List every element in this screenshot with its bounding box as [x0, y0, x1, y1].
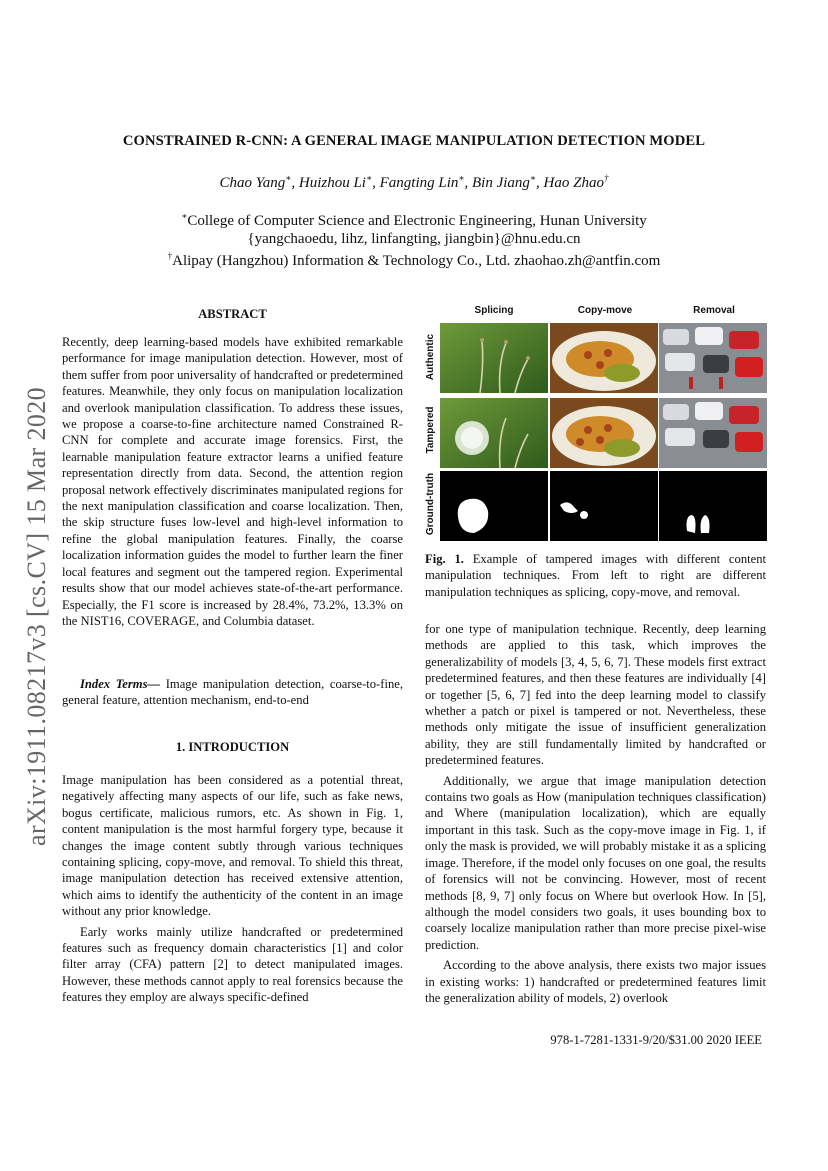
- index-terms-label: Index Terms—: [80, 677, 161, 691]
- copyright-notice: 978-1-7281-1331-9/20/$31.00 2020 IEEE: [550, 1033, 762, 1047]
- author-list: Chao Yang∗, Huizhou Li∗, Fangting Lin∗, Bin Jiang∗, Hao Zhao†: [219, 173, 609, 191]
- figure-caption: [425, 551, 766, 600]
- right-column-body: [425, 621, 766, 1006]
- paper-title: CONSTRAINED R-CNN: A GENERAL IMAGE MANIPULATION DETECTION MODEL: [122, 133, 706, 149]
- ground-truth-splicing-mask: [440, 471, 548, 541]
- tampered-splicing-image: [440, 398, 548, 468]
- paragraph: Early works mainly utilize handcrafted or predetermined features such as frequency domain characteristics [1] and color filter array (CFA) pattern [2] to detect manipulated images. However, these methods cannot apply to real forensics because the features they employ are always specific-defined: [62, 924, 403, 1005]
- author-name: Hao Zhao: [543, 175, 604, 191]
- author-name: Bin Jiang: [472, 175, 530, 191]
- affiliation-mark: ∗: [181, 211, 188, 221]
- paragraph: According to the above analysis, there exists two major issues in existing works: 1) handcrafted or predetermined features limit the generalization ability of models, 2) overlook: [425, 958, 766, 1005]
- author-mark: †: [603, 173, 609, 183]
- author-mark: ∗: [365, 173, 373, 183]
- author-mark: ∗: [285, 173, 292, 183]
- figure-column-label: Removal: [693, 305, 735, 316]
- author-name: Huizhou Li: [298, 175, 366, 191]
- authentic-removal-image: [659, 323, 767, 393]
- abstract-heading: ABSTRACT: [198, 307, 267, 321]
- paragraph: Image manipulation has been considered as a potential threat, negatively affecting many aspects of our life, such as fake news, bogus certificate, malicious rumors, etc. As shown in Fig. 1, content manipulation is the most harmful forgery type, because it changes the image content subtly through various techniques containing splicing, copy-move, and removal. To shield this threat, image manipulation detection has received extensive attention, which aims to identify the authenticity of the content in an image without any prior knowledge.: [62, 773, 403, 919]
- index-terms-text: Image manipulation detection, coarse-to-fine, general feature, attention mechanism, end-to-end: [62, 677, 403, 708]
- figure-column-label: Copy-move: [577, 305, 633, 316]
- affiliation-hnu: [0, 211, 828, 230]
- figure-row-label: Authentic: [425, 333, 436, 381]
- tampered-copy-move-image: [550, 398, 658, 468]
- figure-column-label: Splicing: [474, 305, 514, 316]
- figure-1: [425, 305, 770, 545]
- figure-row-label: Ground-truth: [425, 472, 436, 536]
- abstract-text: Recently, deep learning-based models have exhibited remarkable performance for image manipulation detection. However, most of them suffer from poor universality of handcrafted or predetermined features. Meanwhile, they only focus on manipulation localization and overlook manipulation classification. To address these issues, we propose a coarse-to-fine architecture named Constrained R-CNN for complete and accurate image forensics. First, the learnable manipulation feature extractor learns a unified feature representation directly from data. Second, the attention region proposal network effectively discriminates manipulated regions for the next manipulation classification and coarse localization. Then, the skip structure fuses low-level and high-level information to refine the global manipulation features. Finally, the coarse localization information guides the model to further learn the finer local features and segment out the tampered region. Experimental results show that our model achieves state-of-the-art performance. Especially, the F1 score is increased by 28.4%, 73.2%, 13.3% on the NIST16, COVERAGE, and Columbia dataset.: [62, 335, 403, 628]
- introduction-heading: 1. INTRODUCTION: [175, 740, 290, 754]
- introduction-body: [62, 772, 403, 1006]
- affiliation-text: College of Computer Science and Electronic Engineering, Hunan University: [187, 213, 647, 229]
- paragraph: for one type of manipulation technique. Recently, deep learning methods are applied to this task, which improves the generalizability of models [3, 4, 5, 6, 7]. These models first extract predetermined features, and then these features are individually [4] or together [5, 6, 7] fed into the deep learning model to classify whether a patch or pixel is tampered or not. Nevertheless, these methods only mitigate the issue of insufficient generalization ability, they are still fundamentally limited by handcrafted or predetermined features.: [425, 622, 766, 768]
- arxiv-stamp: arXiv:1911.08217v3 [cs.CV] 15 Mar 2020: [22, 386, 51, 846]
- authentic-splicing-image: [440, 323, 548, 393]
- index-terms: [62, 676, 403, 709]
- affiliation-mark: †: [167, 251, 173, 261]
- author-name: Fangting Lin: [379, 175, 459, 191]
- affiliation-emails: {yangchaoedu, lihz, linfangting, jiangbin}@hnu.edu.cn: [247, 231, 581, 247]
- figure-row-label: Tampered: [425, 406, 436, 454]
- affiliation-text: Alipay (Hangzhou) Information & Technology Co., Ltd. zhaohao.zh@antfin.com: [172, 253, 661, 269]
- ground-truth-copy-move-mask: [550, 471, 658, 541]
- tampered-removal-image: [659, 398, 767, 468]
- authentic-copy-move-image: [550, 323, 658, 393]
- paragraph: Additionally, we argue that image manipulation detection contains two goals as How (manipulation techniques classification) and Where (manipulation localization), which are equally important in this task. Such as the copy-move image in Fig. 1, if only the mask is provided, we will probably mistake it as a splicing image. Therefore, if the model only focuses on one goal, the results of forensics will not be convincing. However, most of recent methods [8, 9, 7] only focus on Where but overlook How. In [5], although the model considers two goals, it uses bounding box to coarsely localize manipulation rather than more precise pixel-wise prediction.: [425, 773, 766, 952]
- figure-caption-label: Fig. 1.: [425, 552, 464, 566]
- affiliation-alipay: [0, 251, 828, 270]
- figure-caption-text: Example of tampered images with different content manipulation techniques. From left to right are different manipulation techniques as splicing, copy-move, and removal.: [425, 552, 767, 599]
- author-mark: ∗: [529, 173, 537, 183]
- ground-truth-removal-mask: [659, 471, 767, 541]
- author-mark: ∗: [458, 173, 465, 183]
- author-name: Chao Yang: [219, 175, 286, 191]
